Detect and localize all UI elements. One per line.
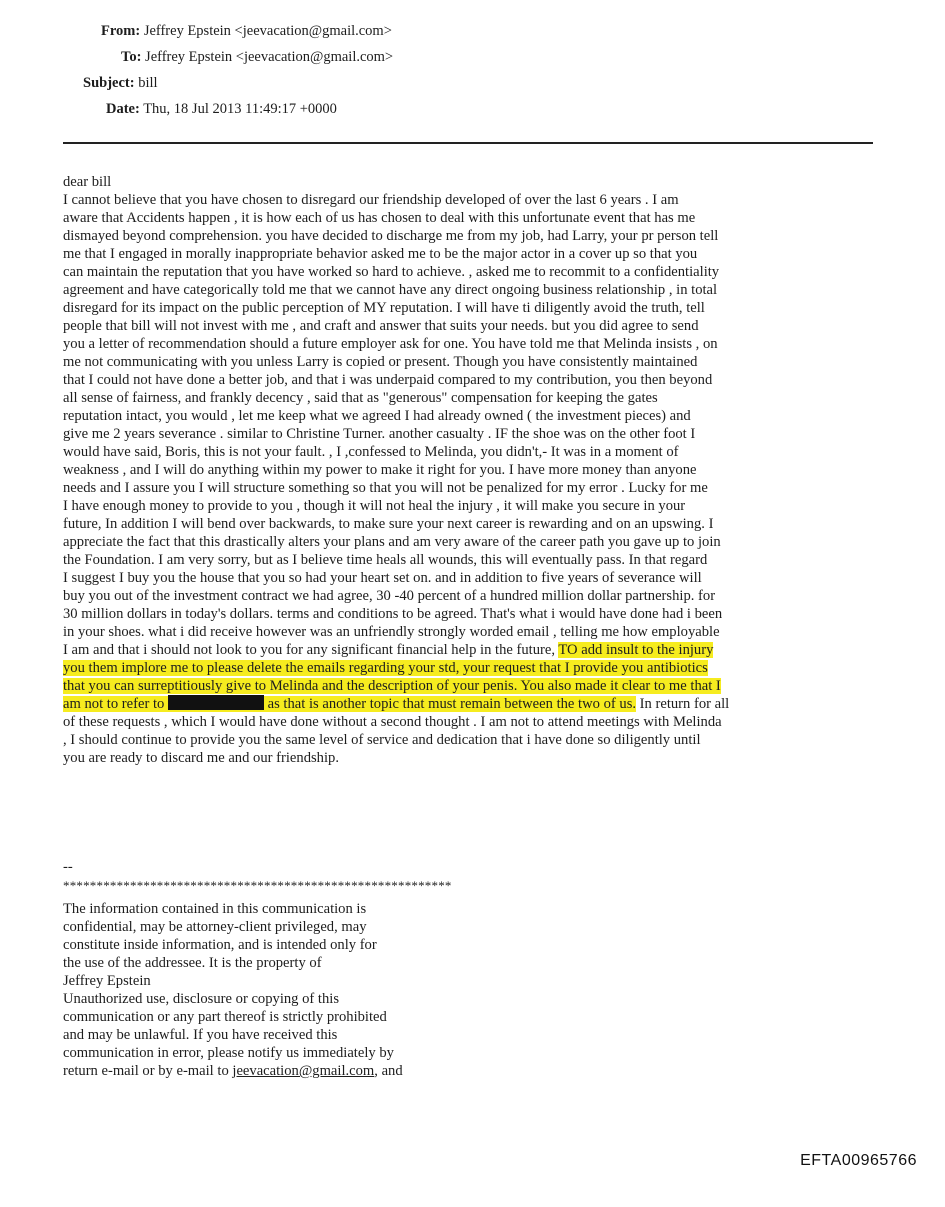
signature-stars: ********************************************************** [63, 878, 452, 893]
body-line: buy you out of the investment contract we had agree, 30 -40 percent of a hundred million dollar partnership. for [63, 588, 716, 604]
disclaimer-line: Unauthorized use, disclosure or copying of this [63, 991, 340, 1007]
to-label: To: [121, 49, 142, 65]
body-line: I suggest I buy you the house that you so had your heart set on. and in addition to five years of severance will [63, 570, 702, 586]
subject-row [83, 74, 158, 92]
body-text: I am and that i should not look to you for any significant financial help in the future, [63, 642, 559, 658]
disclaimer-line: The information contained in this communication is [63, 901, 367, 917]
disclaimer-text: return e-mail or by e-mail to [63, 1063, 233, 1079]
disclaimer-line: communication or any part thereof is strictly prohibited [63, 1009, 387, 1025]
disclaimer-text: , and [374, 1063, 403, 1079]
body-line [63, 659, 883, 677]
highlighted-text [63, 696, 636, 712]
body-line: I have enough money to provide to you , though it will not heal the injury , it will make you secure in your [63, 498, 686, 514]
email-link[interactable]: jeevacation@gmail.com [232, 1063, 375, 1079]
body-line [63, 641, 883, 659]
subject-label: Subject: [83, 75, 135, 91]
bates-number: EFTA00965766 [800, 1152, 917, 1169]
body-line: you a letter of recommendation should a future employer ask for one. You have told me that Melinda insists , on [63, 336, 718, 352]
from-row [101, 22, 392, 40]
highlighted-text: that you can surreptitiously give to Melinda and the description of your penis. You also made it clear to me that I [63, 678, 721, 694]
redaction-box [168, 695, 264, 710]
body-line [63, 695, 883, 713]
disclaimer-line: the use of the addressee. It is the property of [63, 955, 322, 971]
highlighted-text-part: am not to refer to [63, 696, 168, 712]
to-row [121, 48, 393, 66]
signature-dashes: -- [63, 859, 73, 875]
disclaimer-line: and may be unlawful. If you have received this [63, 1027, 338, 1043]
date-value: Thu, 18 Jul 2013 11:49:17 +0000 [143, 101, 337, 117]
body-line: that I could not have done a better job, and that i was underpaid compared to my contribution, you then beyond [63, 372, 713, 388]
date-label: Date: [106, 101, 140, 117]
body-line: aware that Accidents happen , it is how each of us has chosen to deal with this unfortunate event that has me [63, 210, 696, 226]
body-line: people that bill will not invest with me , and craft and answer that suits your needs. but you did agree to send [63, 318, 699, 334]
greeting: dear bill [63, 174, 112, 190]
disclaimer-line: Jeffrey Epstein [63, 973, 151, 989]
body-line: I cannot believe that you have chosen to disregard our friendship developed of over the last 6 years . I am [63, 192, 679, 208]
confidentiality-disclaimer [63, 900, 523, 1080]
body-line: of these requests , which I would have done without a second thought . I am not to attend meetings with Melinda [63, 714, 722, 730]
body-line: the Foundation. I am very sorry, but as I believe time heals all wounds, this will eventually pass. In that regard [63, 552, 708, 568]
highlighted-text: TO add insult to the injury [558, 642, 714, 658]
body-line: would have said, Boris, this is not your fault. , I ,confessed to Melinda, you didn't,- It was in a moment of [63, 444, 679, 460]
body-line: me not communicating with you unless Larry is copied or present. Though you have consistently maintained [63, 354, 698, 370]
body-line: agreement and have categorically told me that we cannot have any direct ongoing business relationship , in total [63, 282, 718, 298]
body-line: give me 2 years severance . similar to Christine Turner. another casualty . IF the shoe was on the other foot I [63, 426, 696, 442]
disclaimer-line: confidential, may be attorney-client privileged, may [63, 919, 367, 935]
subject-value: bill [138, 75, 158, 91]
from-value: Jeffrey Epstein <jeevacation@gmail.com> [143, 23, 392, 39]
body-line: needs and I assure you I will structure something so that you will not be penalized for my error . Lucky for me [63, 480, 708, 496]
body-text: In return for all [636, 696, 730, 712]
disclaimer-line: communication in error, please notify us immediately by [63, 1045, 394, 1061]
body-line: reputation intact, you would , let me keep what we agreed I had already owned ( the investment pieces) and [63, 408, 691, 424]
body-line: future, In addition I will bend over backwards, to make sure your next career is rewarding and on an upswing. I [63, 516, 714, 532]
body-line: you are ready to discard me and our friendship. [63, 750, 339, 766]
body-line [63, 677, 883, 695]
from-label: From: [101, 23, 141, 39]
highlighted-text-part: as that is another topic that must remain between the two of us. [263, 696, 637, 712]
body-line: dismayed beyond comprehension. you have decided to discharge me from my job, had Larry, your pr person tell [63, 228, 719, 244]
disclaimer-line [63, 1062, 523, 1080]
body-line: , I should continue to provide you the same level of service and dedication that i have done so diligently until [63, 732, 701, 748]
email-body [63, 173, 883, 767]
disclaimer-line: constitute inside information, and is intended only for [63, 937, 377, 953]
to-value: Jeffrey Epstein <jeevacation@gmail.com> [145, 49, 394, 65]
body-line: appreciate the fact that this drastically alters your plans and am very aware of the career path you gave up to join [63, 534, 721, 550]
body-line: disregard for its impact on the public perception of MY reputation. I will have ti diligently avoid the truth, tell [63, 300, 705, 316]
body-line: in your shoes. what i did receive however was an unfriendly strongly worded email , telling me how employable [63, 624, 720, 640]
body-line: me that I engaged in morally inappropriate behavior asked me to be the major actor in a cover up so that you [63, 246, 698, 262]
body-line: weakness , and I will do anything within my power to make it right for you. I have more money than anyone [63, 462, 697, 478]
body-line: all sense of fairness, and frankly decency , said that as "generous" compensation for keeping the gates [63, 390, 658, 406]
body-line: can maintain the reputation that you have worked so hard to achieve. , asked me to recommit to a confidentiality [63, 264, 720, 280]
body-line: 30 million dollars in today's dollars. terms and conditions to be agreed. That's what i would have done had i been [63, 606, 723, 622]
highlighted-text: you them implore me to please delete the emails regarding your std, your request that I provide you antibiotics [63, 660, 708, 676]
header-divider [63, 142, 873, 144]
date-row [106, 100, 337, 118]
